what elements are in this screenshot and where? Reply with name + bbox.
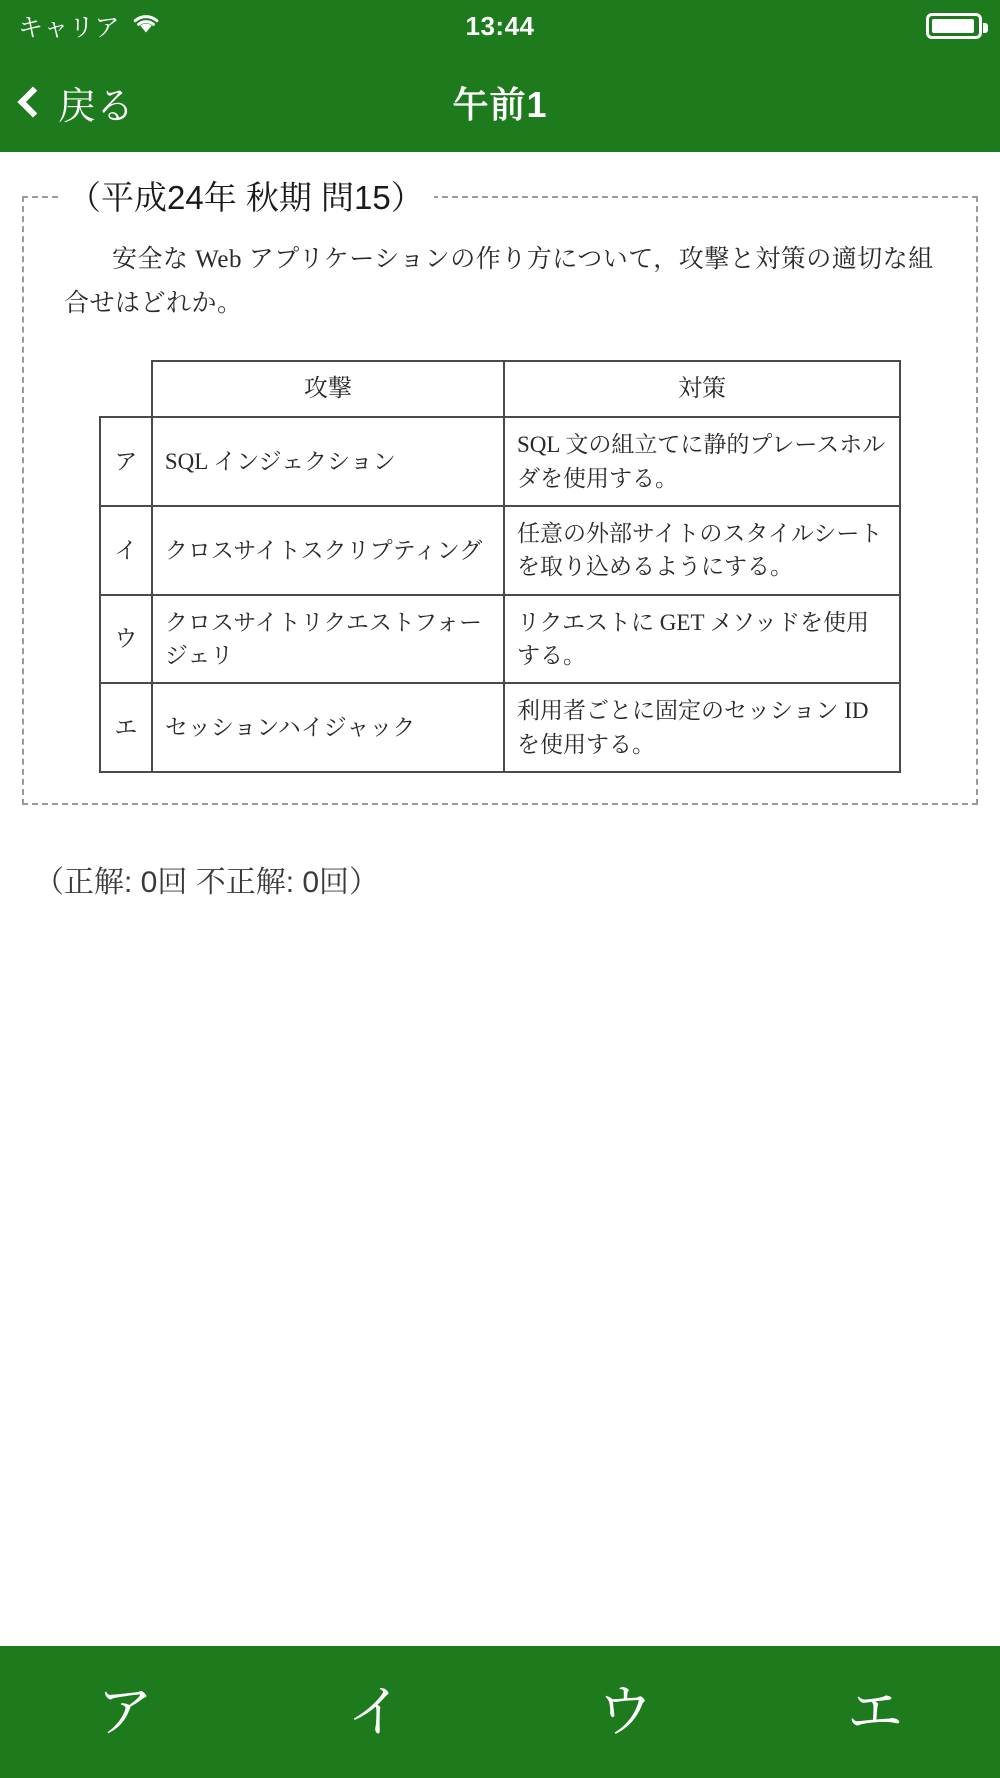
- answer-button-e[interactable]: エ: [847, 1680, 903, 1743]
- question-content: [0, 152, 1000, 1646]
- question-box: [22, 179, 978, 805]
- header-countermeasure: 対策: [504, 361, 900, 418]
- table-header-row: [100, 361, 900, 418]
- answer-button-i[interactable]: イ: [347, 1680, 403, 1743]
- table-row: [100, 683, 900, 772]
- row-attack: セッションハイジャック: [152, 683, 504, 772]
- header-attack: 攻撃: [152, 361, 504, 418]
- row-countermeasure: 利用者ごとに固定のセッション ID を使用する。: [504, 683, 900, 772]
- status-bar-clock: 13:44: [465, 10, 535, 41]
- navigation-bar: [0, 52, 1000, 152]
- chevron-left-icon: [17, 86, 48, 117]
- row-attack: クロスサイトリクエストフォージェリ: [152, 595, 504, 684]
- table-row: [100, 595, 900, 684]
- question-body: [38, 198, 962, 773]
- battery-icon: [926, 13, 982, 39]
- row-mark: イ: [100, 506, 152, 595]
- question-caption: （平成24年 秋期 問15）: [58, 172, 434, 219]
- status-bar: [0, 0, 1000, 52]
- row-countermeasure: SQL 文の組立てに静的プレースホルダを使用する。: [504, 417, 900, 506]
- table-row: [100, 417, 900, 506]
- choices-table-body: [100, 417, 900, 772]
- back-button-label: 戻る: [58, 85, 135, 128]
- header-blank: [100, 361, 152, 418]
- answer-button-u[interactable]: ウ: [597, 1680, 653, 1743]
- row-attack: クロスサイトスクリプティング: [152, 506, 504, 595]
- answer-bar: [0, 1646, 1000, 1778]
- page-title: 午前1: [452, 83, 548, 125]
- table-row: [100, 506, 900, 595]
- row-mark: ア: [100, 417, 152, 506]
- status-bar-left: [18, 8, 466, 44]
- carrier-label: キャリア: [18, 14, 121, 42]
- row-attack: SQL インジェクション: [152, 417, 504, 506]
- choices-table: [99, 360, 901, 774]
- question-text: 安全な Web アプリケーションの作り方について，攻撃と対策の適切な組合せはどれか。: [64, 246, 934, 317]
- status-bar-right: [535, 13, 983, 39]
- back-button[interactable]: [0, 75, 134, 130]
- row-countermeasure: 任意の外部サイトのスタイルシートを取り込めるようにする。: [504, 506, 900, 595]
- answer-button-a[interactable]: ア: [97, 1680, 153, 1743]
- answer-stats: （正解: 0回 不正解: 0回）: [34, 866, 380, 900]
- row-countermeasure: リクエストに GET メソッドを使用する。: [504, 595, 900, 684]
- row-mark: ウ: [100, 595, 152, 684]
- row-mark: エ: [100, 683, 152, 772]
- wifi-icon: [132, 12, 160, 41]
- choices-table-head: [100, 361, 900, 418]
